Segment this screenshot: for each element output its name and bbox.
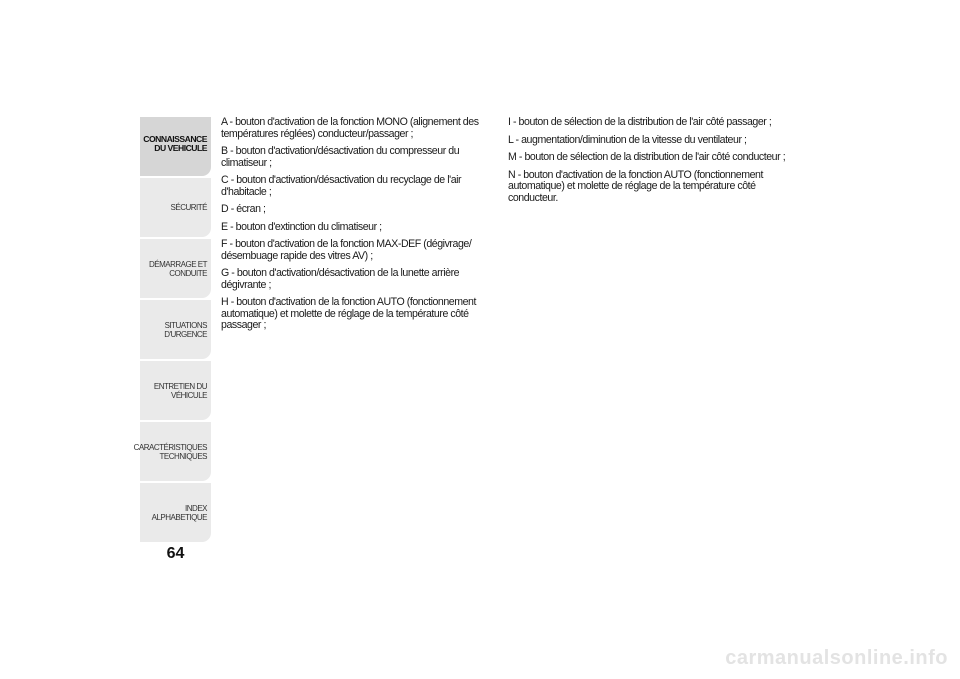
legend-item-l: L - augmentation/diminution de la vitesse du ventilateur ; (508, 133, 747, 146)
legend-item-a: A - bouton d'activation de la fonction MONO (alignement des températures réglées) conducteur/passager ; (221, 116, 479, 140)
legend-item-h: H - bouton d'activation de la fonction AUTO (fonctionnement automatique) et molette de réglage de la température côté passager ; (221, 296, 476, 331)
legend-right-column (508, 117, 790, 210)
tab-securite[interactable]: SÉCURITÉ (140, 178, 211, 237)
tab-index-alphabetique[interactable]: INDEX ALPHABETIQUE (140, 483, 211, 542)
legend-item-b: B - bouton d'activation/désactivation du compresseur du climatiseur ; (221, 145, 460, 169)
legend-item-n: N - bouton d'activation de la fonction AUTO (fonctionnement automatique) et molette de réglage de la température côté conducteur. (508, 168, 763, 204)
legend-item-c: C - bouton d'activation/désactivation du recyclage de l'air d'habitacle ; (221, 174, 462, 198)
tab-entretien-du-vehicule[interactable]: ENTRETIEN DU VÉHICULE (140, 361, 211, 420)
legend-item-e: E - bouton d'extinction du climatiseur ; (221, 220, 382, 233)
legend-item-i: I - bouton de sélection de la distribution de l'air côté passager ; (508, 116, 772, 128)
page-number: 64 (166, 545, 185, 562)
legend-item-d: D - écran ; (221, 203, 266, 215)
tab-demarrage-et-conduite[interactable]: DÉMARRAGE ET CONDUITE (140, 239, 211, 298)
legend-item-f: F - bouton d'activation de la fonction MAX-DEF (dégivrage/ désembuage rapide des vitres AV) ; (221, 238, 472, 262)
legend-item-g: G - bouton d'activation/désactivation de la lunette arrière dégivrante ; (221, 267, 460, 291)
watermark-text: carmanualsonline.info (725, 647, 948, 669)
legend-item-m: M - bouton de sélection de la distribution de l'air côté conducteur ; (508, 151, 786, 163)
tab-connaissance-du-vehicule[interactable]: CONNAISSANCE DU VEHICULE (140, 117, 211, 176)
tab-caracteristiques-techniques[interactable]: CARACTÉRISTIQUES TECHNIQUES (140, 422, 211, 481)
tab-situations-d-urgence[interactable]: SITUATIONS D'URGENCE (140, 300, 211, 359)
legend-left-column (221, 117, 503, 338)
section-sidebar (133, 117, 211, 544)
